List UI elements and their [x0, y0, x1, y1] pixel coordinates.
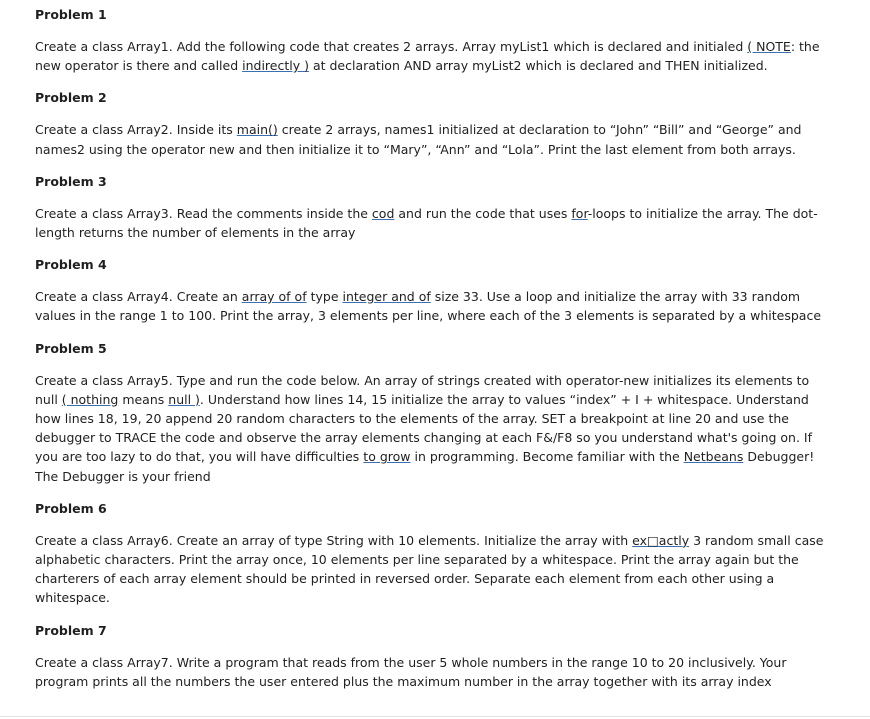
problem-7	[35, 621, 825, 691]
problem-text: Create a class Array6. Create an array of type String with 10 elements. Initialize the array with ex□actly 3 random small case alphabetic characters. Print the array once, 10 elements per line separated by a whitespace. Print the array again but the charterers of each array element should be printed in reversed order. Separate each element from each other using a whitespace.	[35, 532, 824, 606]
problem-3	[35, 172, 825, 242]
problem-6	[35, 499, 825, 608]
problem-heading: Problem 2	[35, 90, 107, 106]
problem-text: Create a class Array5. Type and run the code below. An array of strings created with operator-new initializes its elements to null ( nothing means null ). Understand how lines 14, 15 initialize the array to values “index” + I + whitespace. Understand how lines 18, 19, 20 append 20 random characters to the elements of the array. SET a breakpoint at line 20 and use the debugger to TRACE the code and observe the array elements changing at each F&/F8 so you understand what's going on. If you are too lazy to do that, you will have difficulties to grow in programming. Become familiar with the Netbeans Debugger! The Debugger is your friend	[35, 372, 815, 484]
problem-1	[35, 5, 825, 75]
problem-heading: Problem 1	[35, 7, 107, 22]
problem-heading: Problem 7	[35, 622, 107, 638]
problem-heading: Problem 6	[35, 500, 107, 516]
page-divider	[0, 716, 870, 717]
problem-text: Create a class Array3. Read the comments inside the cod and run the code that uses for-loops to initialize the array. The dot-length returns the number of elements in the array	[35, 205, 818, 241]
problem-heading: Problem 4	[35, 257, 107, 273]
problem-heading: Problem 5	[35, 340, 107, 356]
problem-5	[35, 339, 825, 486]
problem-2	[35, 88, 825, 158]
problem-text: Create a class Array7. Write a program that reads from the user 5 whole numbers in the range 10 to 20 inclusively. Your program prints all the numbers the user entered plus the maximum number in the array together with its array index	[35, 654, 787, 689]
problem-4	[35, 255, 825, 325]
problem-text: Create a class Array4. Create an array of of type integer and of size 33. Use a loop and initialize the array with 33 random values in the range 1 to 100. Print the array, 3 elements per line, where each of the 3 elements is separated by a whitespace	[35, 289, 822, 324]
document-body	[35, 5, 825, 704]
problem-text: Create a class Array2. Inside its main() create 2 arrays, names1 initialized at declaration to “John” “Bill” and “George” and names2 using the operator new and then initialize it to “Mary”, “Ann” and “Lola”. Print the last element from both arrays.	[35, 122, 802, 157]
problem-heading: Problem 3	[35, 173, 107, 189]
problem-text: Create a class Array1. Add the following code that creates 2 arrays. Array myList1 which is declared and initialed ( NOTE: the new operator is there and called indirectly ) at declaration AND array myList2 which is declared and THEN initialized.	[35, 39, 820, 74]
